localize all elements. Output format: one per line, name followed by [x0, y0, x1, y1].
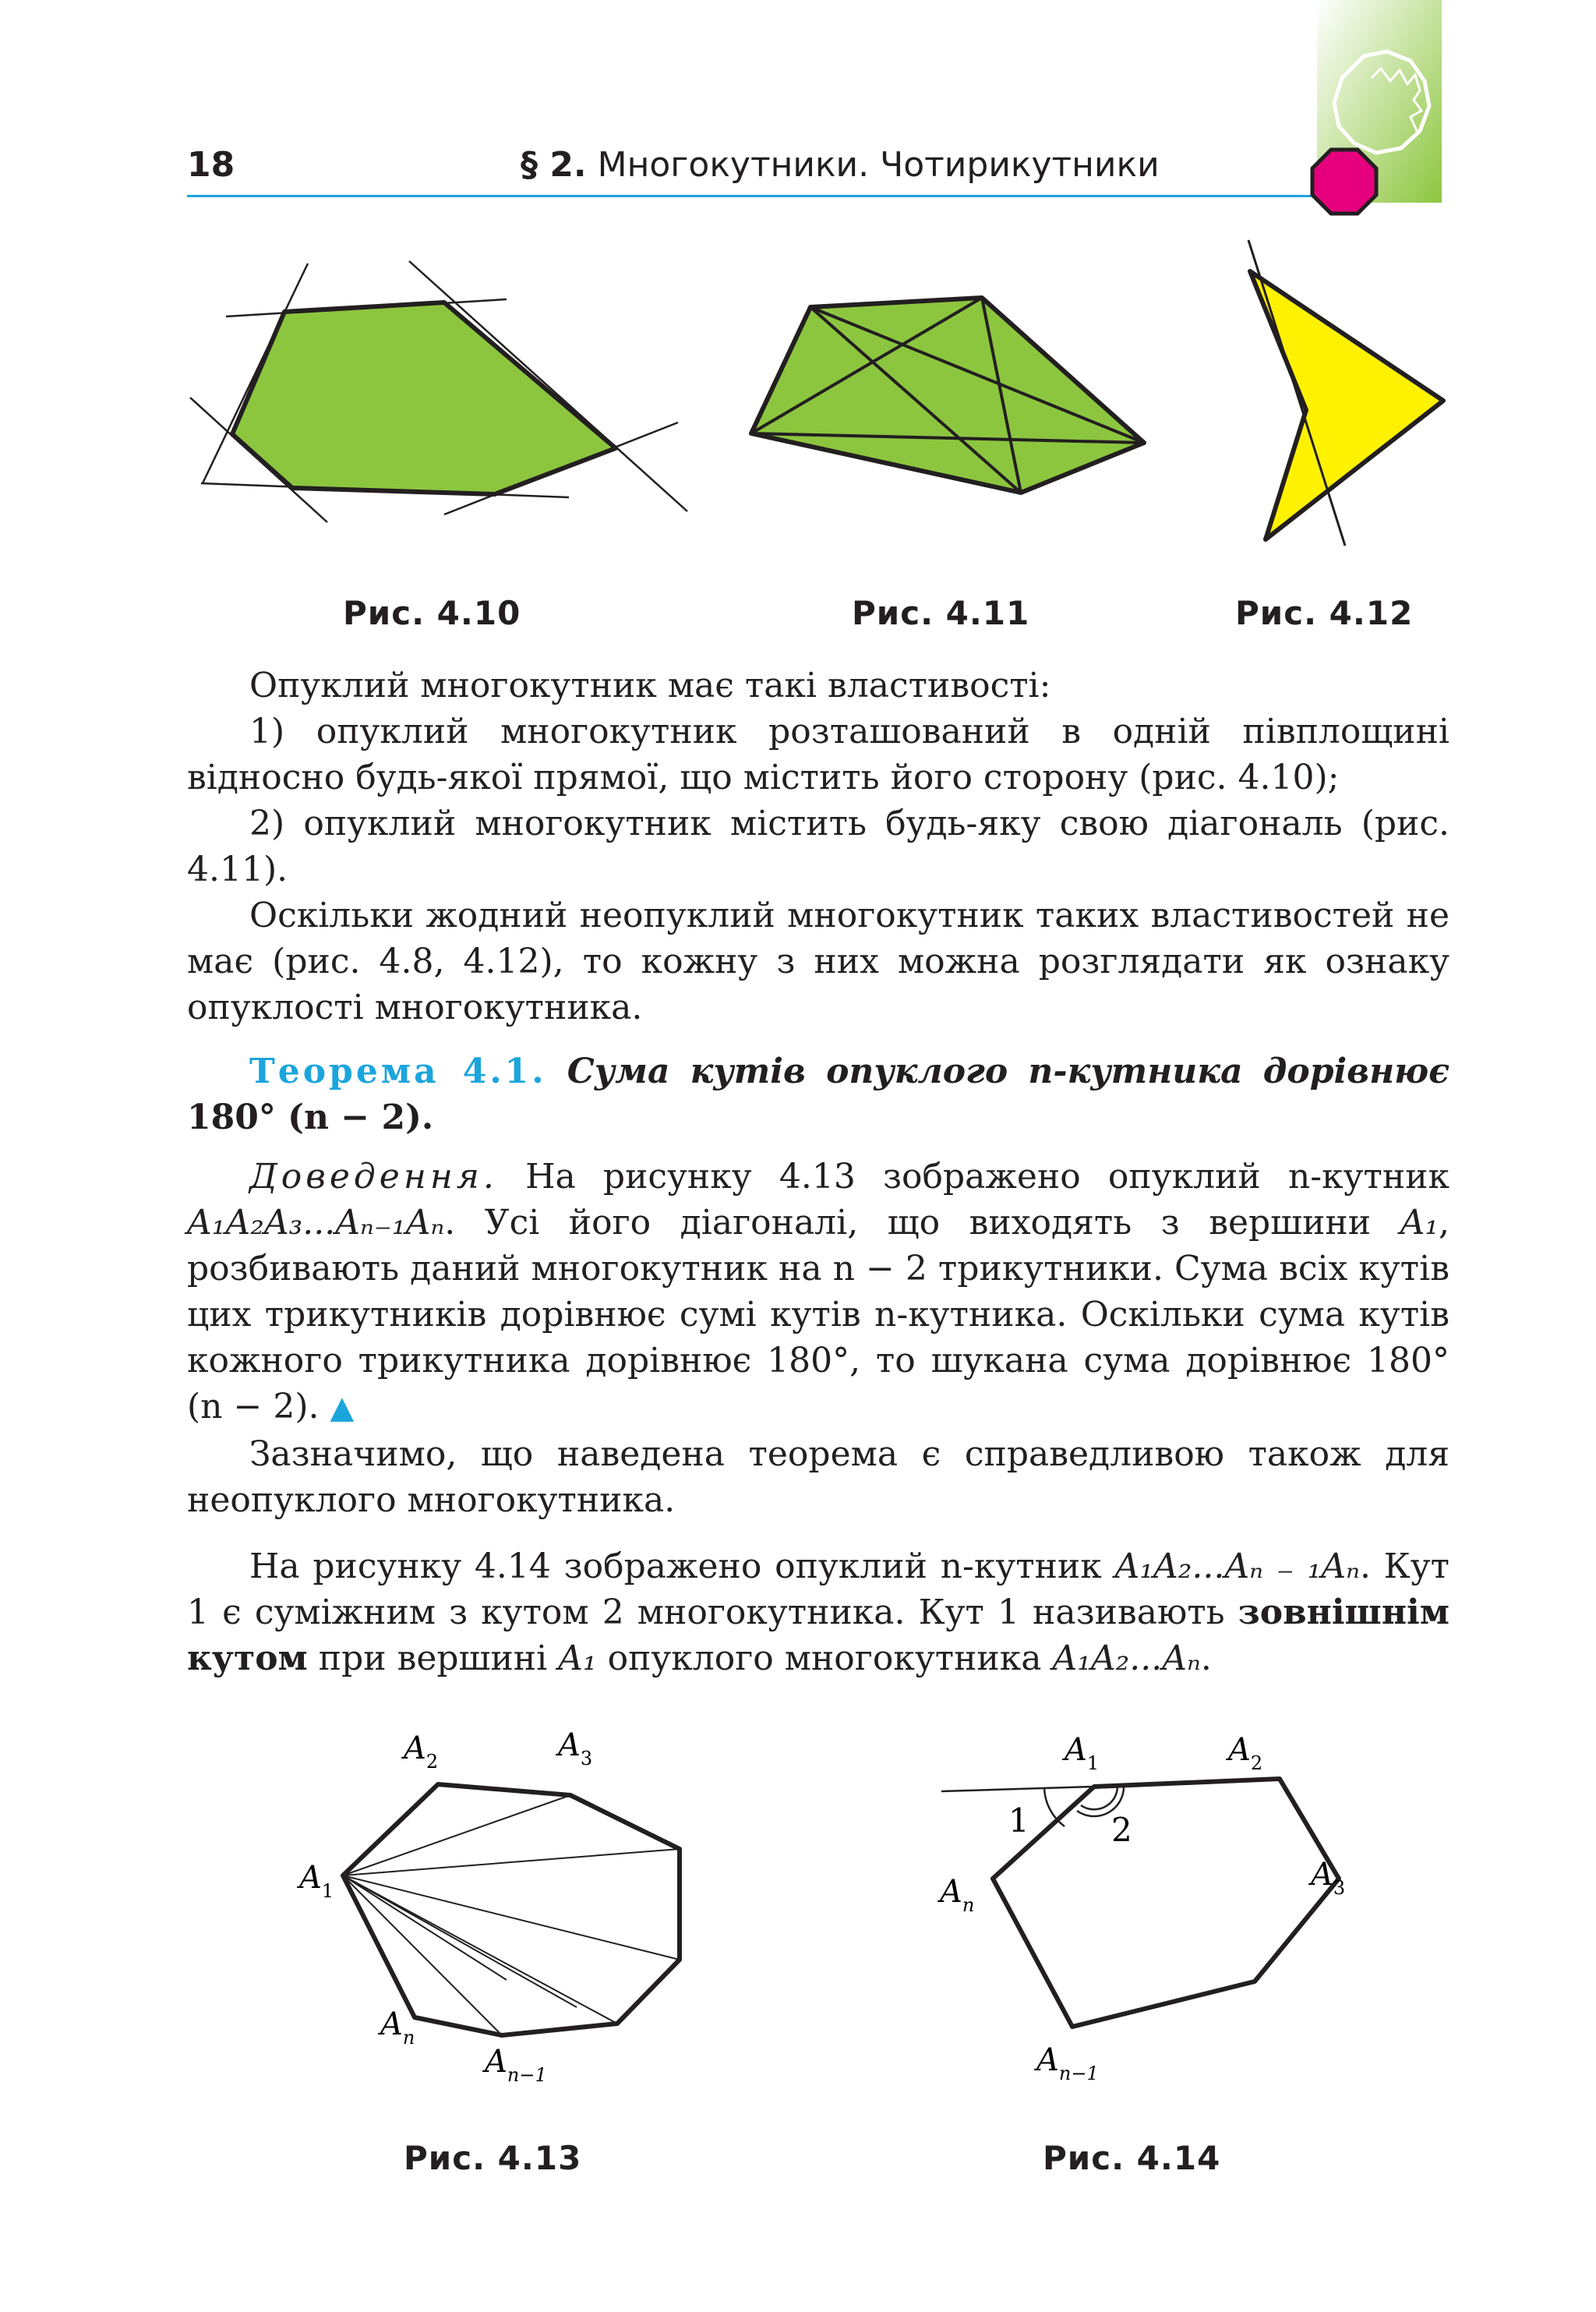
figure-4-13-diagram	[281, 1723, 717, 2097]
proof-paragraph: Доведення. На рисунку 4.13 зображено опуклий n-кутник A₁A₂A₃...Aₙ₋₁Aₙ. Усі його діагоналі, що виходять з вершини A₁, розбивають даний многокутник на n − 2 трикутники. Сума всіх кутів цих трикутників дорівнює сумі кутів n-кутника. Оскільки сума кутів кожного трикутника дорівнює 180°, то шукана сума дорівнює 180° (n − 2). ▲	[187, 1157, 1449, 1426]
figure-4-10-diagram	[179, 249, 709, 530]
label-angle-2: 2	[1111, 1811, 1132, 1849]
theorem-formula: 180° (n − 2).	[187, 1098, 434, 1137]
body-text-block-1	[187, 663, 1449, 1031]
paragraph-properties-intro: Опуклий многокутник має такі властивості:	[249, 666, 1051, 705]
label-an-1: $A_{n-1}$	[1036, 2042, 1099, 2084]
theorem-statement	[187, 1048, 1449, 1140]
proof-end-triangle-icon: ▲	[330, 1390, 355, 1426]
section-mark: § 2.	[521, 145, 587, 185]
page-number: 18	[187, 145, 235, 185]
caption-fig-4-13: Рис. 4.13	[404, 2139, 582, 2177]
diagonal-from-a1	[343, 1875, 617, 2024]
paragraph-property-1: 1) опуклий многокутник розташований в одній півплощині відносно будь-якої прямої, що містить його сторону (рис. 4.10);	[187, 712, 1449, 797]
label-a3: $A_3$	[1311, 1857, 1346, 1899]
diagonal-from-a1	[343, 1875, 680, 1960]
convex-polygon-green	[232, 302, 616, 494]
section-title: Многокутники. Чотирикутники	[586, 145, 1160, 185]
paragraph-nonconvex-note: Зазначимо, що наведена теорема є справедливою також для неопуклого многокутника.	[187, 1434, 1449, 1520]
angle-2-arc-inner	[1081, 1786, 1118, 1809]
octagon-badge-icon	[1309, 147, 1379, 217]
running-header	[521, 145, 1160, 185]
label-a1: $A_1$	[299, 1860, 334, 1902]
convex-polygon-with-diagonals	[751, 298, 1144, 493]
theorem-block	[187, 1048, 1449, 1140]
polygon-outline	[343, 1784, 680, 2035]
label-an-1: $A_{n-1}$	[485, 2044, 547, 2086]
figure-4-14-diagram	[927, 1723, 1411, 2097]
proof-block	[187, 1154, 1449, 1523]
caption-fig-4-12: Рис. 4.12	[1235, 594, 1414, 632]
paragraph-property-2: 2) опуклий многокутник містить будь-яку свою діагональ (рис. 4.11).	[187, 804, 1449, 889]
header-rule	[187, 195, 1333, 197]
label-a2: $A_2$	[404, 1730, 439, 1773]
term-exterior-angle: зовнішнім кутом	[187, 1593, 1449, 1678]
caption-fig-4-14: Рис. 4.14	[1043, 2139, 1221, 2177]
label-a2: $A_2$	[1228, 1732, 1263, 1774]
label-a3: $A_3$	[558, 1727, 593, 1769]
proof-label: Доведення.	[249, 1157, 498, 1197]
exterior-angle-block	[187, 1543, 1449, 1681]
label-an: $A_n$	[940, 1874, 975, 1916]
proof-vertices: A₁A₂A₃...Aₙ₋₁Aₙ	[187, 1203, 445, 1243]
diagonal-from-a1	[343, 1849, 680, 1875]
paragraph-nonconvex: Оскільки жодний неопуклий многокутник таких властивостей не має (рис. 4.8, 4.12), то кожну з них можна розглядати як ознаку опуклості многокутника.	[187, 896, 1449, 1027]
polygon-outline	[993, 1779, 1339, 2027]
label-angle-1: 1	[1008, 1801, 1029, 1840]
figure-4-12-diagram	[1231, 234, 1449, 561]
caption-fig-4-11: Рис. 4.11	[852, 594, 1030, 632]
nonconvex-polygon-yellow	[1250, 271, 1443, 539]
side-extension-line	[941, 1787, 1094, 1791]
caption-fig-4-10: Рис. 4.10	[343, 594, 521, 632]
paragraph-exterior-angle: На рисунку 4.14 зображено опуклий n-кутник A₁A₂...Aₙ ₋ ₁Aₙ. Кут 1 є суміжним з кутом 2 многокутника. Кут 1 називають зовнішнім кутом при вершині A₁ опуклого многокутника A₁A₂...Aₙ.	[187, 1547, 1449, 1678]
diagonal-from-a1	[343, 1795, 570, 1875]
theorem-body: Сума кутів опуклого n-кутника дорівнює	[546, 1052, 1450, 1091]
diagonal-from-a1	[343, 1875, 502, 2035]
figure-4-11-diagram	[733, 281, 1153, 507]
label-an: $A_n$	[380, 2006, 415, 2049]
theorem-label: Теорема 4.1.	[249, 1052, 547, 1091]
label-a1: $A_1$	[1065, 1732, 1100, 1774]
